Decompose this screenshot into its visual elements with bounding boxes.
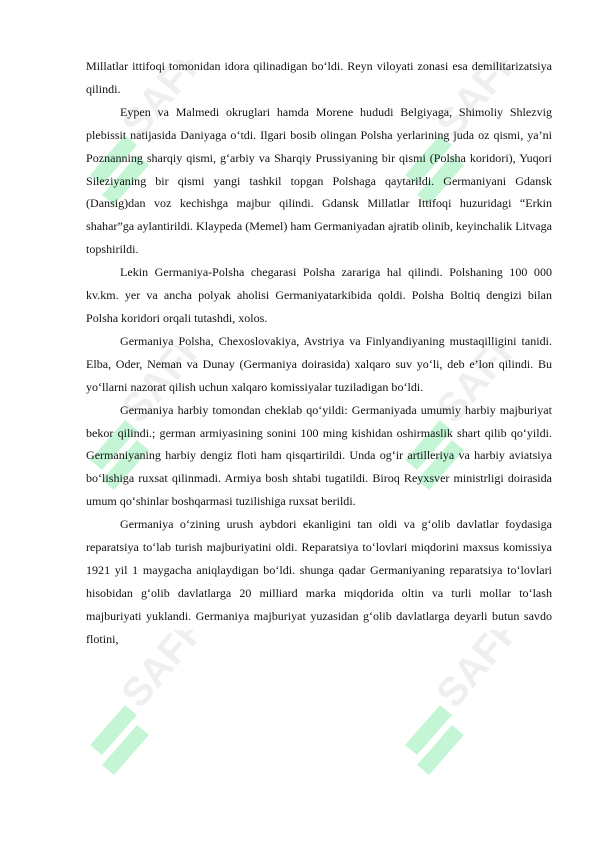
- svg-text:SAFF: SAFF: [113, 345, 215, 431]
- paragraph: Germaniya o‘zining urush aybdori ekanligini tan oldi va g‘olib davlatlar foydasiga reparatsiya to‘lab turish majburiyatini oldi. Reparatsiya to‘lovlari miqdorini maxsus komissiya 1921 yil 1 maygacha aniqlaydigan bo‘ldi. shunga qadar Germaniyaning reparatsiya to‘lovlari hisobidan g‘olib davlatlarga 20 milliard marka miqdorida oltin va turli mollar to‘lash majburiyati yuklandi. Germaniya majburiyat yuzasidan g‘olib davlatlarga deyarli butun savdo flotini,: [86, 517, 552, 646]
- watermark-logo: [375, 630, 545, 840]
- paragraph: Germaniya Polsha, Chexoslovakiya, Avstriya va Finlyandiyaning mustaqilligini tanidi. Elba, Oder, Neman va Dunay (Germaniya doirasida) xalqaro suv yo‘li, deb e’lon qilindi. Bu yo‘llarni nazorat qilish uchun xalqaro komissiyalar tuziladigan bo‘ldi.: [86, 333, 552, 394]
- svg-text:SAFF: SAFF: [428, 60, 530, 146]
- svg-text:SAFF: SAFF: [428, 345, 530, 431]
- paragraph: Eypen va Malmedi okruglari hamda Morene hududi Belgiyaga, Shimoliy Shlezvig plebissit natijasida Daniyaga o‘tdi. Ilgari bosib olingan Polsha yerlarining juda oz qismi, ya’ni Poznanning sharqiy qismi, g‘arbiy va Sharqiy Prussiyaning bir qismi (Polsha koridori), Yuqori Sileziyaning bir qismi yangi tashkil topgan Polshaga qaytarildi. Germaniyani Gdansk (Dansig)dan voz kechishga majbur qilindi. Gdansk Millatlar Ittifoqi huzuridagi “Erkin shahar”ga aylantirildi. Klaypeda (Memel) ham Germaniyadan ajratib olinib, keyinchalik Litvaga topshirildi.: [86, 104, 552, 257]
- watermark-logo: [60, 630, 230, 840]
- paragraph: Germaniya harbiy tomondan cheklab qo‘yildi: Germaniyada umumiy harbiy majburiyat bekor qilindi.; german armiyasining sonini 100 ming kishidan oshirmaslik shart qilib qo‘yildi. Germaniyaning harbiy dengiz floti ham qisqartirildi. Unda og‘ir artilleriya va harbiy aviatsiya bo‘lishiga ruxsat qilinmadi. Armiya bosh shtabi tugatildi. Biroq Reyxsver ministrligi doirasida umum qo‘shinlar boshqarmasi tuzilishiga ruxsat berildi.: [86, 402, 552, 509]
- svg-text:SAFF: SAFF: [113, 630, 215, 716]
- paragraph: Lekin Germaniya-Polsha chegarasi Polsha zarariga hal qilindi. Polshaning 100 000 kv.km. yer va ancha polyak aholisi Germaniyatarkibida qoldi. Polsha Boltiq dengizi bilan Polsha koridori orqali tutashdi, xolos.: [86, 265, 552, 325]
- paragraph: Millatlar ittifoqi tomonidan idora qilinadigan bo‘ldi. Reyn viloyati zonasi esa demilitarizatsiya qilindi.: [86, 59, 552, 96]
- svg-text:SAFF: SAFF: [113, 60, 215, 146]
- body-text: [86, 55, 552, 651]
- svg-text:SAFF: SAFF: [428, 630, 530, 716]
